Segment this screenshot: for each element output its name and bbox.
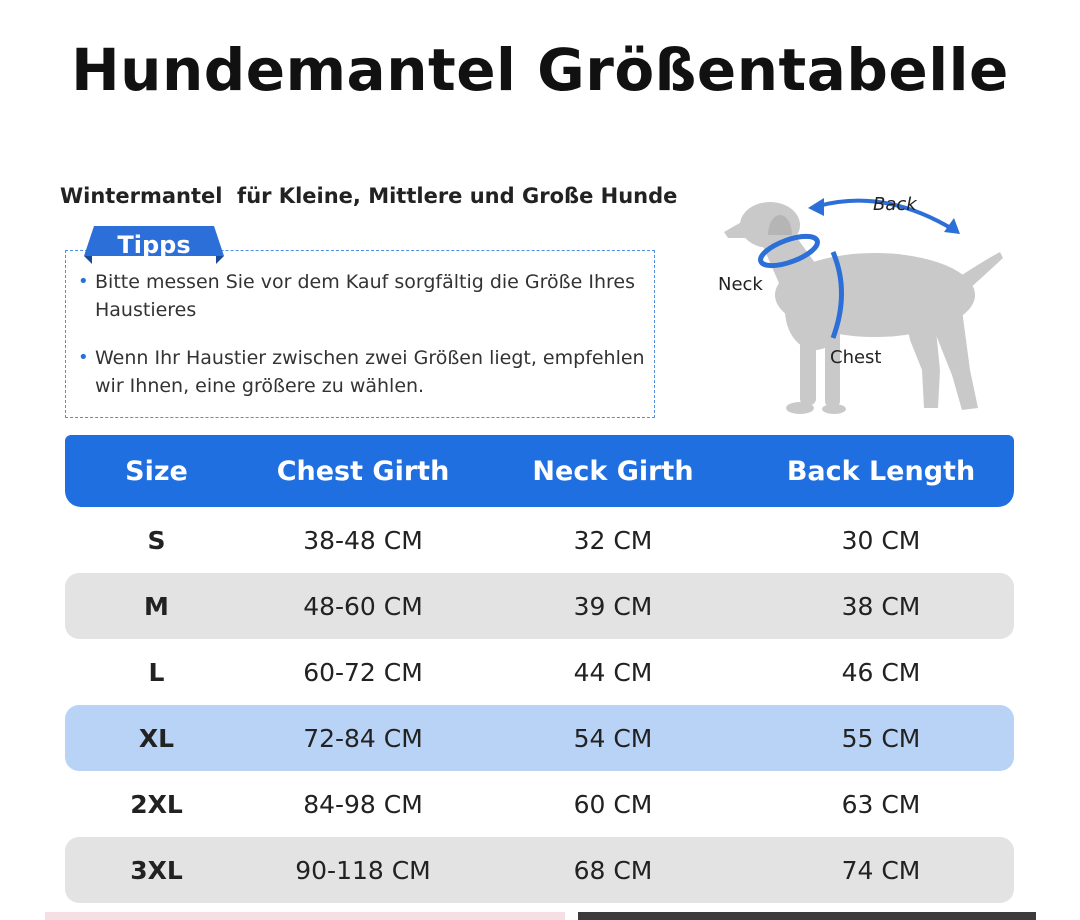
- chest-cell: 72-84 CM: [303, 723, 423, 753]
- header-neck-girth: Neck Girth: [532, 455, 694, 487]
- dog-measurement-diagram: [700, 180, 1020, 430]
- back-cell: 55 CM: [841, 723, 921, 753]
- back-measure-label: Back: [873, 194, 917, 215]
- chest-cell: 38-48 CM: [303, 525, 423, 555]
- tip-text: Bitte messen Sie vor dem Kauf sorgfältig die Größe Ihres Haustieres: [95, 271, 635, 321]
- table-row: [65, 771, 1014, 837]
- neck-cell: 54 CM: [573, 723, 653, 753]
- tips-label: Tipps: [117, 231, 191, 259]
- size-cell: 3XL: [130, 855, 183, 885]
- bullet-icon: •: [78, 271, 89, 292]
- table-row: [65, 507, 1014, 573]
- back-cell: 46 CM: [841, 657, 921, 687]
- chest-cell: 84-98 CM: [303, 789, 423, 819]
- subtitle: Wintermantel für Kleine, Mittlere und Große Hunde: [60, 184, 678, 208]
- neck-measure-label: Neck: [718, 274, 763, 295]
- size-cell: L: [148, 657, 165, 687]
- chest-cell: 48-60 CM: [303, 591, 423, 621]
- tip-item: [78, 344, 665, 400]
- header-chest-girth: Chest Girth: [276, 455, 450, 487]
- size-table: [65, 435, 1014, 903]
- table-row-highlighted: [65, 705, 1014, 771]
- dog-silhouette-icon: [724, 202, 1003, 414]
- bullet-icon: •: [78, 347, 89, 368]
- tips-badge: [84, 226, 224, 264]
- neck-cell: 32 CM: [573, 525, 653, 555]
- header-back-length: Back Length: [786, 455, 976, 487]
- back-cell: 74 CM: [841, 855, 921, 885]
- header-size: Size: [125, 455, 188, 487]
- tip-item: [78, 268, 665, 324]
- neck-cell: 39 CM: [573, 591, 653, 621]
- chest-cell: 90-118 CM: [295, 855, 431, 885]
- tip-text: Wenn Ihr Haustier zwischen zwei Größen liegt, empfehlen wir Ihnen, eine größere zu wählen.: [95, 347, 645, 397]
- adjacent-image-strip: [45, 912, 565, 920]
- adjacent-image-strip: [578, 912, 1036, 920]
- chest-cell: 60-72 CM: [303, 657, 423, 687]
- neck-cell: 44 CM: [573, 657, 653, 687]
- size-cell: 2XL: [130, 789, 183, 819]
- neck-cell: 68 CM: [573, 855, 653, 885]
- size-cell: M: [144, 591, 169, 621]
- page-title: Hundemantel Größentabelle: [71, 36, 1009, 104]
- back-cell: 30 CM: [841, 525, 921, 555]
- size-cell: XL: [138, 723, 175, 753]
- table-header: [65, 435, 1014, 507]
- table-row: [65, 639, 1014, 705]
- size-cell: S: [147, 525, 166, 555]
- table-row: [65, 573, 1014, 639]
- chest-measure-label: Chest: [830, 347, 882, 368]
- table-row: [65, 837, 1014, 903]
- back-cell: 63 CM: [841, 789, 921, 819]
- back-cell: 38 CM: [841, 591, 921, 621]
- neck-cell: 60 CM: [573, 789, 653, 819]
